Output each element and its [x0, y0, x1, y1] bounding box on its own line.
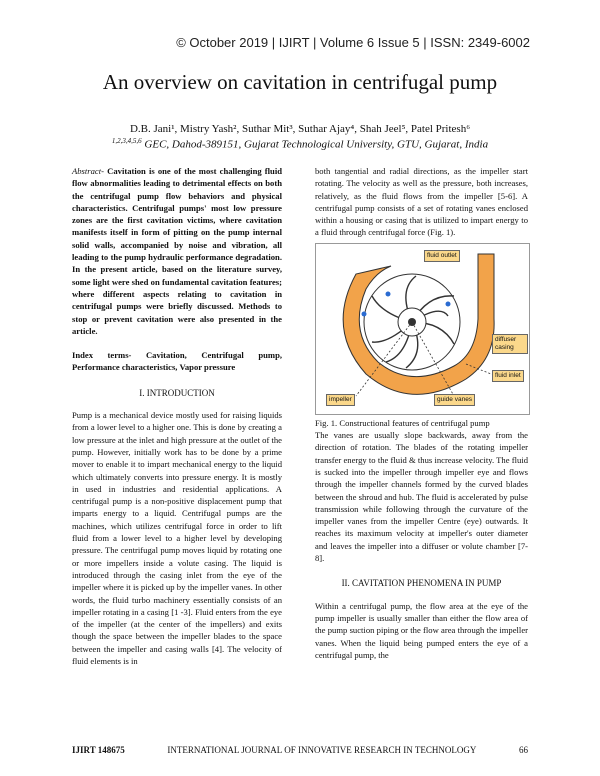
affiliation — [0, 137, 600, 151]
page-footer — [72, 745, 528, 755]
label-impeller: impeller — [326, 394, 355, 406]
intro-paragraph: Pump is a mechanical device mostly used for raising liquids from a lower level to a higher one. This is done by creating a low pressure at the inlet and high pressure at the outlet of the pump. However, initially work has to be done by a prime mover to enable it to impart mechanical energy to the liquid which ultimately converts into pressure energy. It is mostly in used in industries and residential applications. A centrifugal pump is a non-positive displacement pump that imparts energy to a liquid. Centrifugal pumps are the machines, which utilizes centrifugal force in order to lift fluid from a lower level to a higher level by developing pressure. The centrifugal pump moves liquid by rotating one or more impellers inside a volute casing. The liquid is introduced through the casing inlet from the eye of the impeller where it is picked up by the impeller vanes. In other words, the fluid turbo machinery essentially consists of an impeller rotating in a casing [1 -3]. Fluid enters from the eye of the impeller (at the center of the impellers) and exits though the space between the impeller blades to the space between the impeller and casing walls [4]. The velocity of fluid elements is in — [72, 410, 282, 666]
paper-title: An overview on cavitation in centrifugal pump — [102, 70, 498, 94]
affiliation-superscript: 1,2,3,4,5,6 — [111, 137, 142, 145]
figure-caption: Fig. 1. Constructional features of centrifugal pump — [315, 417, 490, 428]
affiliation-text: GEC, Dahod-389151, Gujarat Technological University, GTU, Gujarat, India — [144, 138, 489, 151]
abstract-label: Abstract- — [72, 166, 104, 176]
running-header: © October 2019 | IJIRT | Volume 6 Issue 5 | ISSN: 2349-6002 — [176, 35, 530, 50]
label-guide-vanes: guide vanes — [434, 394, 475, 406]
label-fluid-outlet: fluid outlet — [424, 250, 460, 262]
author-list: D.B. Jani¹, Mistry Yash², Suthar Mit³, Suthar Ajay⁴, Shah Jeel⁵, Patel Pritesh⁶ — [129, 123, 471, 135]
right-paragraph-top: both tangential and radial directions, as the impeller start rotating. The velocity as well as the pressure, both increases, relatively, as the fluid flows from the impeller [5-6]. A centrifugal pump consists of a set of rotating vanes enclosed within a housing or casing that is utilized to impart energy to a fluid through centrifugal force (Fig. 1). — [315, 166, 528, 238]
pump-figure — [315, 243, 530, 415]
pump-diagram — [316, 244, 529, 414]
label-diffuser-casing: diffuser casing — [492, 334, 528, 354]
right-column — [315, 165, 528, 661]
right-paragraph-mid: The vanes are usually slope backwards, away from the direction of rotation. The blades of the rotating impeller transfer energy to the fluid & thus increase velocity. The fluid is sucked into the impeller through impeller eye and flows through the impeller channels formed by the curved blades between the shroud and hub. The fluid is accelerated by pulse transmission while following through the curvature of the impeller vanes from the impeller Centre (eye) outwards. It reaches its maximum velocity at impeller's outer diameter and leaves the impeller into a diffuser or volute chamber [7-8]. — [315, 430, 528, 564]
footer-page-number: 66 — [519, 745, 528, 755]
footer-id: IJIRT 148675 — [72, 745, 125, 755]
abstract — [72, 165, 282, 337]
section-heading-intro: I. INTRODUCTION — [139, 387, 215, 398]
left-column — [72, 165, 282, 667]
section-heading-cavitation: II. CAVITATION PHENOMENA IN PUMP — [341, 578, 502, 589]
right-paragraph-bottom: Within a centrifugal pump, the flow area at the eye of the pump impeller is usually smaller than either the flow area of the pump suction piping or the flow area through the impeller vanes. When the liquid being pumped enters the eye of a centrifugal pump, the — [315, 600, 528, 660]
label-fluid-inlet: fluid inlet — [492, 370, 524, 382]
index-terms: Index terms- Cavitation, Centrifugal pump, Performance characteristics, Vapor pressure — [72, 350, 282, 373]
abstract-text: Cavitation is one of the most challenging fluid flow abnormalities leading to detrimental effects on both the centrifugal pump flow behaviors and physical characteristics. Centrifugal pumps' most low pressure zones are the first cavitation victims, where cavitation manifests itself in form of pitting on the pump internal solid walls, accompanied by noise and vibration, all leading to the pump hydraulic performance degradation. In the present article, based on the literature survey, some light were shed on fundamental cavitation features; where different aspects relating to cavitation in centrifugal pumps were briefly discussed. Methods to stop or prevent cavitation were also presented in the article. — [72, 166, 282, 336]
footer-journal: INTERNATIONAL JOURNAL OF INNOVATIVE RESEARCH IN TECHNOLOGY — [167, 745, 477, 755]
